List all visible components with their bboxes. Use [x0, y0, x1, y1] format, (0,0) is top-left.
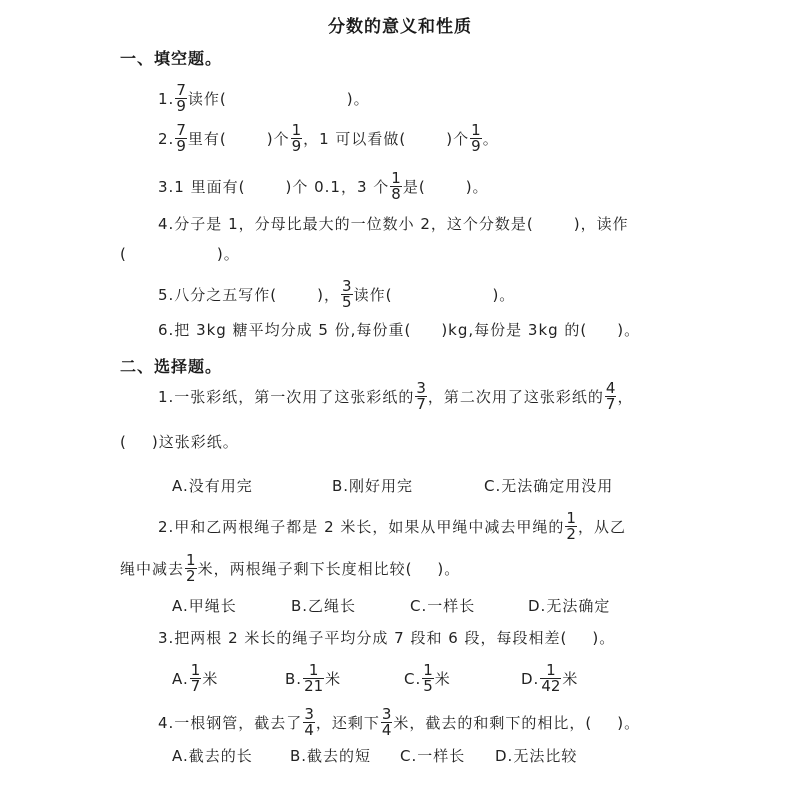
fraction-denominator: 4	[304, 721, 314, 739]
fraction	[390, 171, 402, 202]
question-line	[158, 509, 626, 543]
text-segment: )个	[446, 130, 470, 148]
fraction	[291, 123, 303, 154]
text-segment: 是(	[402, 178, 426, 196]
fraction-denominator: 9	[291, 137, 302, 155]
text-segment: D.	[521, 670, 540, 688]
text-segment: 米，截去的和剩下的相比，(	[393, 714, 593, 732]
text-segment: )。	[465, 178, 489, 196]
fraction-denominator: 2	[566, 525, 576, 543]
option-d[interactable]	[495, 746, 577, 766]
text-segment: 米，两根绳子剩下长度相比较(	[197, 560, 413, 578]
text-segment: ，从乙	[577, 518, 626, 536]
fraction-numerator: 7	[176, 121, 186, 139]
fraction	[605, 381, 617, 412]
section-heading-fill-blank: 一、填空题。	[120, 49, 223, 68]
text-segment: 米	[325, 670, 342, 688]
text-segment: 1.一张彩纸，第一次用了这张彩纸的	[158, 388, 415, 406]
option-a[interactable]	[172, 596, 237, 616]
fraction	[422, 663, 434, 694]
text-segment: )。	[592, 629, 616, 647]
question-line	[158, 379, 634, 413]
text-segment: 4.分子是 1，分母比最大的一位数小 2，这个分数是(	[158, 215, 534, 233]
text-segment: 绳中减去	[120, 560, 185, 578]
text-segment: B.刚好用完	[332, 477, 414, 495]
text-segment: 里有(	[187, 130, 227, 148]
fraction-denominator: 9	[471, 137, 481, 155]
text-segment: )kg,每份是 3kg 的(	[441, 321, 588, 339]
text-segment: C.	[404, 670, 422, 688]
text-segment: D.无法比较	[495, 747, 578, 765]
text-segment: )。	[617, 321, 641, 339]
option-b[interactable]	[290, 746, 371, 766]
fraction	[175, 83, 187, 114]
question-line	[158, 121, 499, 155]
text-segment: 米	[562, 670, 579, 688]
text-segment: 米	[434, 670, 451, 688]
text-segment: ，还剩下	[315, 714, 380, 732]
text-segment: 2.	[158, 130, 175, 148]
fraction	[175, 123, 187, 154]
text-segment: 3.1 里面有(	[158, 178, 246, 196]
fraction-numerator: 3	[342, 277, 352, 295]
text-segment: )。	[437, 560, 461, 578]
fraction-numerator: 7	[176, 81, 186, 99]
fraction-denominator: 5	[342, 293, 352, 311]
section-heading-multiple-choice: 二、选择题。	[120, 357, 223, 376]
question-line	[158, 320, 640, 340]
fraction	[565, 511, 577, 542]
fraction	[415, 381, 427, 412]
fraction-numerator: 1	[471, 121, 481, 139]
text-segment: )，	[317, 286, 341, 304]
question-line	[158, 277, 516, 311]
text-segment: A.	[172, 670, 189, 688]
text-segment: 4.一根钢管，截去了	[158, 714, 303, 732]
option-c[interactable]	[410, 596, 475, 616]
fraction-denominator: 8	[391, 185, 401, 203]
fraction-denominator: 21	[304, 677, 324, 695]
fraction-denominator: 2	[186, 567, 196, 585]
option-b[interactable]	[332, 476, 413, 496]
question-line	[158, 214, 629, 234]
fraction-numerator: 1	[303, 663, 324, 679]
fraction	[303, 707, 315, 738]
fraction-denominator: 4	[381, 721, 392, 739]
text-segment: C.一样长	[400, 747, 466, 765]
fraction	[185, 553, 197, 584]
fraction-numerator: 3	[416, 379, 426, 397]
text-segment: C.无法确定用没用	[484, 477, 614, 495]
fraction	[303, 663, 324, 694]
fraction-numerator: 3	[304, 705, 314, 723]
fraction-numerator: 1	[186, 551, 196, 569]
fraction-numerator: 1	[190, 661, 201, 679]
text-segment: )，读作	[573, 215, 629, 233]
option-c[interactable]	[400, 746, 465, 766]
text-segment: 5.八分之五写作(	[158, 286, 278, 304]
fraction-numerator: 1	[391, 169, 401, 187]
fraction	[381, 707, 393, 738]
option-a[interactable]	[172, 476, 253, 496]
text-segment: )。	[617, 714, 641, 732]
text-segment: C.一样长	[410, 597, 476, 615]
text-segment: (	[120, 433, 127, 451]
text-segment: 6.把 3kg 糖平均分成 5 份,每份重(	[158, 321, 412, 339]
fraction	[341, 279, 353, 310]
text-segment: B.截去的短	[290, 747, 372, 765]
text-segment: A.截去的长	[172, 747, 253, 765]
page-title: 分数的意义和性质	[328, 17, 472, 37]
fraction-numerator: 3	[381, 705, 392, 723]
text-segment: )个 0.1，3 个	[285, 178, 390, 196]
text-segment: 3.把两根 2 米长的绳子平均分成 7 段和 6 段，每段相差(	[158, 629, 568, 647]
fraction-denominator: 5	[423, 677, 433, 695]
text-segment: D.无法确定	[528, 597, 611, 615]
question-line-continued	[120, 551, 461, 585]
fraction-numerator: 1	[423, 661, 433, 679]
fraction-denominator: 9	[176, 137, 186, 155]
fraction-denominator: 7	[605, 395, 616, 413]
text-segment: )个	[266, 130, 290, 148]
text-segment: )。	[216, 245, 240, 263]
fraction-numerator: 4	[605, 379, 616, 397]
text-segment: B.	[285, 670, 303, 688]
option-a[interactable]	[172, 746, 253, 766]
fraction-numerator: 1	[540, 663, 561, 679]
option-d[interactable]	[521, 661, 579, 695]
text-segment: 读作(	[353, 286, 393, 304]
text-segment: ，	[617, 388, 634, 406]
text-segment: 1.	[158, 90, 175, 108]
fraction-denominator: 9	[176, 97, 186, 115]
option-c[interactable]	[404, 661, 451, 695]
question-line-continued	[120, 432, 239, 452]
text-segment: (	[120, 245, 127, 263]
question-line	[158, 169, 489, 203]
option-d[interactable]	[528, 596, 610, 616]
fraction-numerator: 1	[566, 509, 576, 527]
text-segment: 读作(	[187, 90, 227, 108]
fraction-numerator: 1	[291, 121, 302, 139]
text-segment: 米	[202, 670, 219, 688]
text-segment: A.甲绳长	[172, 597, 237, 615]
fraction-denominator: 7	[416, 395, 426, 413]
text-segment: 。	[482, 130, 499, 148]
text-segment: B.乙绳长	[291, 597, 357, 615]
text-segment: ，1 可以看做(	[303, 130, 407, 148]
fraction	[470, 123, 482, 154]
fraction	[540, 663, 561, 694]
text-segment: ，第二次用了这张彩纸的	[427, 388, 604, 406]
text-segment: A.没有用完	[172, 477, 253, 495]
option-a[interactable]	[172, 661, 219, 695]
text-segment: 2.甲和乙两根绳子都是 2 米长，如果从甲绳中减去甲绳的	[158, 518, 565, 536]
question-line	[158, 81, 370, 115]
text-segment: )这张彩纸。	[151, 433, 239, 451]
question-line-continued	[120, 244, 240, 264]
fraction-denominator: 42	[541, 677, 561, 695]
text-segment: )。	[346, 90, 370, 108]
option-b[interactable]	[291, 596, 356, 616]
question-line	[158, 628, 615, 648]
fraction-denominator: 7	[190, 677, 201, 695]
option-b[interactable]	[285, 661, 342, 695]
text-segment: )。	[492, 286, 516, 304]
fraction	[190, 663, 202, 694]
question-line	[158, 705, 641, 739]
option-c[interactable]	[484, 476, 613, 496]
